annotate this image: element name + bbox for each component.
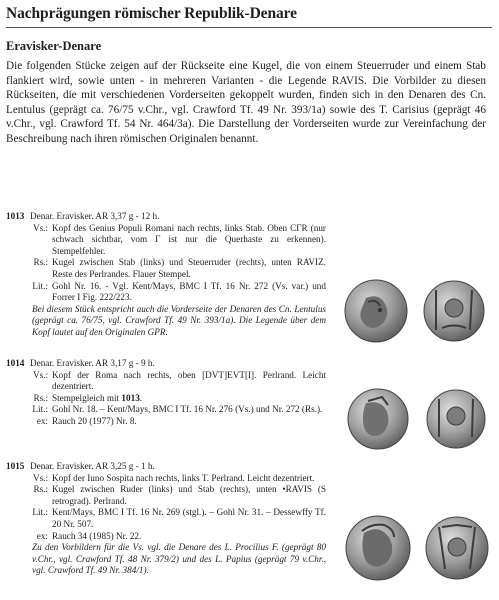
entry-line-provenance <box>6 531 326 543</box>
coin-obverse-image <box>345 280 407 342</box>
entry-number: 1015 <box>6 461 25 471</box>
entry-line-reverse <box>6 393 326 405</box>
coin-image-pair <box>336 276 496 346</box>
entry-line-obverse <box>6 473 326 485</box>
line-text: Kopf des Genius Populi Romani nach rechts, links Stab. Oben CΓR (nur schwach sichtbar, vom Γ ist nur die Querhaste zu erkennen). Stempelfehler. <box>52 222 326 256</box>
coin-reverse-image <box>424 281 484 341</box>
line-label: Lit.: <box>32 280 48 291</box>
line-label: Vs.: <box>32 222 48 233</box>
line-text: Kent/Mays, BMC I Tf. 16 Nr. 269 (stgl.). – Gohl Nr. 31. – Dessewffy Tf. 20 Nr. 507. <box>52 507 326 529</box>
coin-obverse-image <box>348 389 408 449</box>
coin-reverse-image <box>426 517 488 579</box>
line-text: Kopf der Roma nach rechts, oben [DVT]EVT[I]. Perlrand. Leicht dezentriert. <box>52 369 326 392</box>
coin-obverse-image <box>346 516 410 580</box>
entry-line-literature <box>6 404 326 416</box>
entry-note: Zu den Vorbildern für die Vs. vgl. die Denare des L. Procilius F. (geprägt 80 v.Chr., vgl. Crawford Tf. 48 Nr. 379/2) und des L. Papius (geprägt 79 v.Chr., vgl. Crawford Tf. 49 Nr. 384/1). <box>32 542 326 576</box>
entry-heading <box>6 358 326 370</box>
line-text: Rauch 20 (1977) Nr. 8. <box>52 415 137 426</box>
coin-photos-1014 <box>338 385 498 453</box>
entry-number: 1014 <box>6 358 25 368</box>
line-label: Lit.: <box>32 507 48 518</box>
entry-line-literature <box>6 507 326 530</box>
coin-image-pair <box>338 511 498 585</box>
line-label: Rs.: <box>33 257 48 268</box>
entry-heading-text: Denar. Eravisker. AR 3,37 g - 12 h. <box>30 211 160 221</box>
entry-note: Bei diesem Stück entspricht auch die Vorderseite der Denaren des Cn. Lentulus (geprägt ca. 76/75, vgl. Crawford Tf. 49 Nr. 393/1a). Die Legende über dem Kopf lautet auf den Originalen GPR. <box>32 303 326 337</box>
line-label: ex: <box>36 530 48 541</box>
line-label: Rs.: <box>33 484 48 495</box>
entry-line-obverse <box>6 223 326 258</box>
section-title: Eravisker-Denare <box>6 39 102 53</box>
entry-number: 1013 <box>6 211 25 221</box>
entry-line-provenance <box>6 416 326 428</box>
catalog-entry-1013 <box>6 211 326 339</box>
coin-image-pair <box>338 385 498 453</box>
line-text <box>52 393 326 405</box>
line-text: Kugel zwischen Stab (links) und Steuerruder (rechts), unten RAVIZ. Reste des Perlrandes. Flauer Stempel. <box>52 257 326 279</box>
line-text: Gohl Nr. 16. - Vgl. Kent/Mays, BMC I Tf. 16 Nr. 272 (Vs. var.) und Forrer I Fig. 222/223. <box>52 280 326 303</box>
line-text: Rauch 34 (1985) Nr. 22. <box>52 530 142 541</box>
entry-heading-text: Denar. Eravisker. AR 3,17 g - 9 h. <box>30 358 155 368</box>
title-rule <box>6 27 492 28</box>
coin-photos-1015 <box>338 511 498 585</box>
entry-heading <box>6 461 326 473</box>
entry-line-obverse <box>6 370 326 393</box>
entry-heading <box>6 211 326 223</box>
line-text: Kugel zwischen Ruder (links) und Stab (rechts), unten •RAVIS (S retrograd). Perlrand. <box>52 484 326 506</box>
line-label: Lit.: <box>32 404 48 415</box>
line-label: Rs.: <box>33 392 48 403</box>
line-label: Vs.: <box>32 369 48 380</box>
entry-heading-text: Denar. Eravisker. AR 3,25 g - 1 h. <box>30 461 155 471</box>
entry-line-reverse <box>6 484 326 507</box>
entry-line-literature <box>6 281 326 304</box>
catalog-entry-1015 <box>6 461 326 577</box>
page-title: Nachprägungen römischer Republik-Denare <box>6 5 297 22</box>
line-label: ex: <box>36 415 48 426</box>
line-label: Vs.: <box>32 472 48 483</box>
coin-reverse-image <box>427 390 485 448</box>
line-text: Gohl Nr. 18. – Kent/Mays, BMC I Tf. 16 Nr. 276 (Vs.) und Nr. 272 (Rs.). <box>52 404 323 415</box>
line-text-suffix: . <box>139 392 143 403</box>
coin-photos-1013 <box>336 276 496 346</box>
entry-line-reverse <box>6 257 326 280</box>
line-text: Kopf der Iuno Sospita nach rechts, links T. Perlrand. Leicht dezentriert. <box>52 472 315 483</box>
intro-paragraph: Die folgenden Stücke zeigen auf der Rückseite eine Kugel, die von einem Steuerruder und einem Stab flankiert wird, sowie unten - in mehreren Varianten - die Legende RAVIS. Die Vorbilder zu diesen Rückseiten, die mit verschiedenen Vorderseiten gekoppelt wurden, finden sich in den Denaren des Cn. Lentulus (geprägt ca. 76/75 v.Chr., vgl. Crawford Tf. 49 Nr. 393/1a) sowie des T. Carisius (geprägt 46 v.Chr., vgl. Crawford Tf. 54 Nr. 464/3a). Die Darstellung der Vorderseiten wurde zur Vereinfachung der Beschreibung nach ihren römischen Originalen benannt. <box>6 60 486 145</box>
catalog-entry-1014 <box>6 358 326 428</box>
line-text-main: Stempelgleich mit <box>52 392 120 403</box>
cross-reference: 1013 <box>121 392 140 403</box>
